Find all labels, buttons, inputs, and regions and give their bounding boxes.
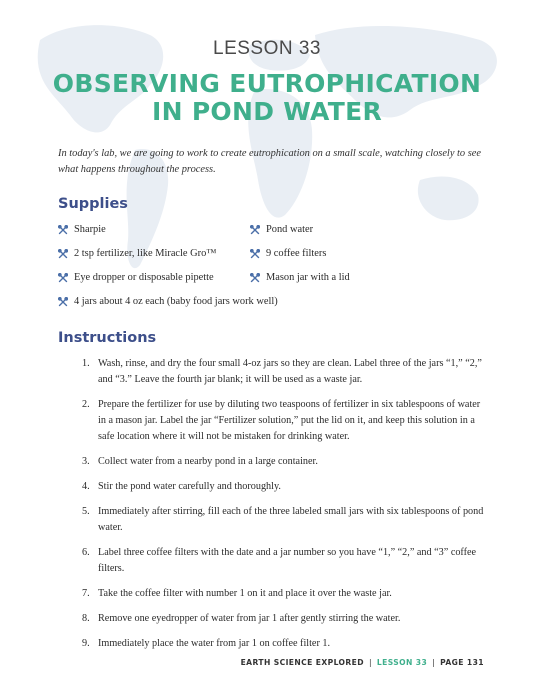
tools-icon [58,273,68,283]
step-number: 2. [82,399,90,410]
instruction-step [82,545,487,577]
step-text: Remove one eyedropper of water from jar 1 after gently stirring the water. [98,613,401,624]
footer-separator: | [368,658,372,667]
footer-lesson: LESSON 33 [376,658,428,667]
supplies-heading: Supplies [58,196,128,212]
tools-icon [250,249,260,259]
supply-item-label: Sharpie [74,224,106,235]
supply-item [250,248,326,259]
page-footer [241,658,484,667]
step-number: 7. [82,588,90,599]
instruction-step [82,479,487,495]
step-number: 9. [82,638,90,649]
tools-icon [58,225,68,235]
instruction-step [82,636,487,652]
tools-icon [250,225,260,235]
footer-page-number: PAGE 131 [440,658,484,667]
step-number: 3. [82,456,90,467]
step-text: Immediately after stirring, fill each of the three labeled small jars with six tablespoons of pond water. [98,506,484,533]
instruction-step [82,504,487,536]
title-line-1: OBSERVING EUTROPHICATION [52,69,482,98]
tools-icon [58,249,68,259]
footer-separator: | [432,658,436,667]
instruction-step [82,454,487,470]
tools-icon [250,273,260,283]
step-number: 5. [82,506,90,517]
step-text: Take the coffee filter with number 1 on it and place it over the waste jar. [98,588,392,599]
instruction-step [82,356,487,388]
step-text: Label three coffee filters with the date and a jar number so you have “1,” “2,” and “3” coffee filters. [98,547,477,574]
supply-item-label: 9 coffee filters [266,248,327,259]
step-text: Immediately place the water from jar 1 on coffee filter 1. [98,638,331,649]
instruction-step [82,611,487,627]
step-text: Stir the pond water carefully and thoroughly. [98,481,281,492]
supply-item-label: Mason jar with a lid [266,272,350,283]
supply-item-label: 4 jars about 4 oz each (baby food jars work well) [74,296,278,307]
step-number: 1. [82,358,90,369]
supply-item [250,224,313,235]
instructions-heading: Instructions [58,330,157,346]
supply-item-label: 2 tsp fertilizer, like Miracle Gro™ [74,248,217,259]
instruction-step [82,586,487,602]
supply-item [58,248,217,259]
step-text: Collect water from a nearby pond in a large container. [98,456,318,467]
supply-item [58,272,214,283]
intro-paragraph: In today's lab, we are going to work to create eutrophication on a small scale, watching closely to see what happens throughout the process. [58,148,481,175]
lesson-number: LESSON 33 [213,38,321,59]
instruction-step [82,397,487,445]
supply-item [250,272,350,283]
step-number: 8. [82,613,90,624]
supply-item [58,224,106,235]
supply-item-label: Pond water [266,224,314,235]
footer-book-title: EARTH SCIENCE EXPLORED [240,658,364,667]
supply-item-label: Eye dropper or disposable pipette [74,272,214,283]
step-number: 6. [82,547,90,558]
page-title [0,70,534,126]
step-number: 4. [82,481,90,492]
title-line-2: IN POND WATER [151,97,383,126]
supply-item [58,296,278,307]
instructions-list [82,356,487,661]
step-text: Wash, rinse, and dry the four small 4-oz jars so they are clean. Label three of the jars “1,” “2,” and “3.” Leave the fourth jar blank; it will be used as a waste jar. [98,358,482,385]
tools-icon [58,297,68,307]
step-text: Prepare the fertilizer for use by diluting two teaspoons of fertilizer in six tablespoons of water in a mason jar. Label the jar “Fertilizer solution,” put the lid on it, and keep this solution in a safe location where it will not be mistaken for drinking water. [98,399,481,442]
